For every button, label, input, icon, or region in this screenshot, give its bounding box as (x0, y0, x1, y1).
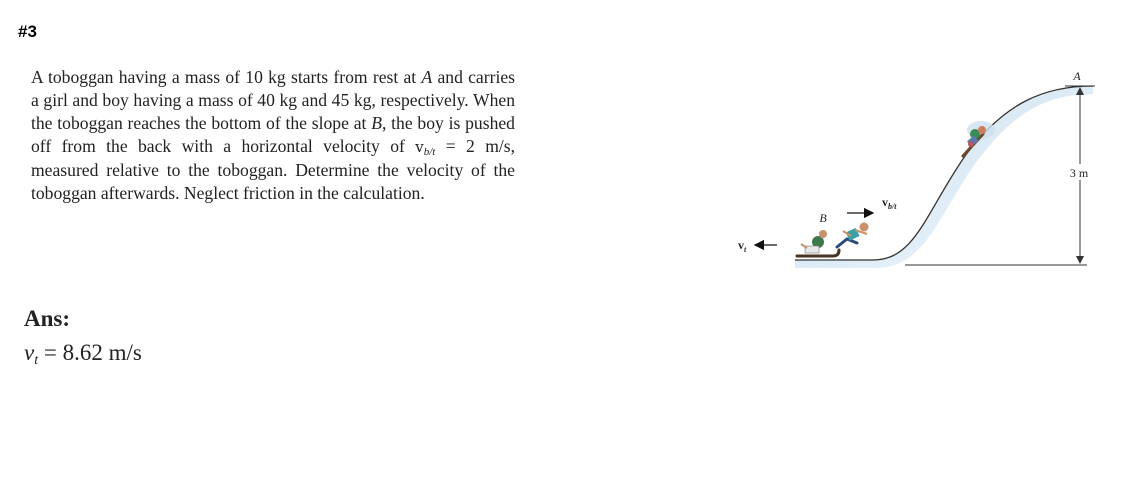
velocity-symbol: v (415, 138, 424, 156)
answer-heading: Ans: (24, 306, 71, 331)
problem-text-part-2: and carries a girl and boy having a mass of 40 kg and 45 kg, respectively. When the toboggan reaches the bottom of the slope at (31, 67, 515, 133)
snow-band (795, 86, 1093, 268)
vt-label (738, 238, 747, 254)
vt-subscript: t (744, 245, 747, 254)
answer-variable: v (24, 340, 35, 365)
answer-value: 8.62 m/s (62, 340, 142, 365)
point-a-label: A (421, 67, 433, 87)
problem-statement (31, 66, 515, 205)
vbt-subscript: b/t (888, 202, 897, 211)
slope-curve (795, 86, 1093, 260)
problem-text-part-1: A toboggan having a mass of 10 kg starts from rest at (31, 67, 422, 87)
answer-line (24, 340, 142, 366)
height-arrow-bottom (1076, 256, 1084, 264)
height-label: 3 m (1069, 166, 1089, 180)
point-b-label: B (371, 113, 382, 133)
vt-symbol: v (738, 238, 744, 252)
velocity-subscript: b/t (423, 146, 436, 158)
toboggan-diagram (725, 64, 1115, 274)
figure-label-a: A (1073, 69, 1081, 83)
answer-subscript: t (34, 353, 39, 368)
toboggan-bottom-illustration (797, 230, 839, 256)
figure-label-b: B (819, 211, 827, 225)
answer-equals: = (38, 340, 63, 365)
boy-illustration (837, 223, 869, 248)
toboggan-figure (725, 64, 1115, 274)
vbt-symbol: v (882, 195, 888, 209)
problem-text-part-3: , the boy is pushed off from the back with a horizontal velocity of (31, 113, 515, 156)
vbt-label (882, 195, 897, 211)
problem-number: #3 (18, 22, 37, 41)
problem-text-part-4: = 2 m/s, measured relative to the toboggan. Determine the velocity of the toboggan afterwards. Neglect friction in the calculation. (31, 136, 516, 203)
